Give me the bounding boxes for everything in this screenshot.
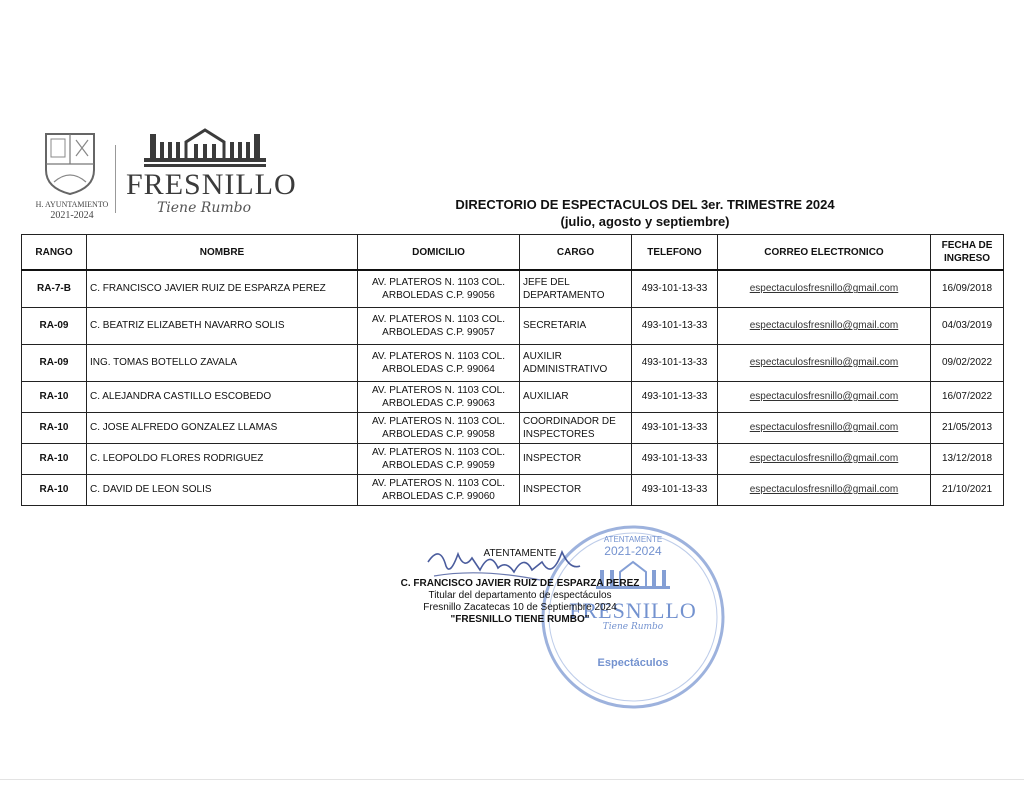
brand-slogan: Tiene Rumbo [156,200,252,216]
crest-years-label: 2021-2024 [50,210,94,221]
cell-rango: RA-10 [22,381,87,412]
cell-nombre: C. LEOPOLDO FLORES RODRIGUEZ [87,443,358,474]
cargo-line1: COORDINADOR DE [523,415,616,427]
cell-nombre: C. ALEJANDRA CASTILLO ESCOBEDO [87,381,358,412]
domicilio-line2: ARBOLEDAS C.P. 99064 [382,363,495,375]
cell-cargo [520,270,632,307]
table-header-row [22,235,1004,271]
cell-telefono: 493-101-13-33 [632,443,718,474]
cell-fecha: 16/09/2018 [931,270,1004,307]
document-title-main: DIRECTORIO DE ESPECTACULOS DEL 3er. TRIMESTRE 2024 [455,197,835,212]
cell-rango: RA-10 [22,443,87,474]
cell-domicilio [358,412,520,443]
page-bottom-rule [0,779,1024,780]
table-row [22,270,1004,307]
cell-rango: RA-09 [22,307,87,344]
cell-telefono: 493-101-13-33 [632,381,718,412]
cell-telefono: 493-101-13-33 [632,344,718,381]
signatory-name: C. FRANCISCO JAVIER RUIZ DE ESPARZA PEREZ [400,578,640,589]
domicilio-line1: AV. PLATEROS N. 1103 COL. [371,384,506,396]
cell-rango: RA-10 [22,474,87,505]
table-row [22,344,1004,381]
column-header-telefono: TELEFONO [632,235,718,271]
domicilio-line1: AV. PLATEROS N. 1103 COL. [371,415,506,427]
cargo-line2: ADMINISTRATIVO [523,363,608,375]
cargo-line2: INSPECTORES [523,428,595,440]
cell-cargo: INSPECTOR [520,474,632,505]
fecha-header-line1: FECHA DE [941,240,993,251]
cell-nombre: C. BEATRIZ ELIZABETH NAVARRO SOLIS [87,307,358,344]
domicilio-line2: ARBOLEDAS C.P. 99057 [382,326,495,338]
stamp-department: Espectáculos [597,657,669,669]
cell-correo[interactable]: espectaculosfresnillo@gmail.com [718,307,931,344]
table-row [22,474,1004,505]
signatory-role: Titular del departamento de espectáculos [428,590,612,601]
cell-cargo [520,412,632,443]
column-header-cargo: CARGO [520,235,632,271]
cell-cargo: AUXILIAR [520,381,632,412]
cell-nombre: C. DAVID DE LEON SOLIS [87,474,358,505]
stamp-years: 2021-2024 [604,544,662,558]
crest-ayuntamiento-label: H. AYUNTAMIENTO [35,200,109,209]
cell-domicilio [358,443,520,474]
table-row [22,443,1004,474]
cell-correo[interactable]: espectaculosfresnillo@gmail.com [718,270,931,307]
cell-nombre: C. FRANCISCO JAVIER RUIZ DE ESPARZA PEREZ [87,270,358,307]
cell-fecha: 13/12/2018 [931,443,1004,474]
cell-correo[interactable]: espectaculosfresnillo@gmail.com [718,474,931,505]
cargo-line1: AUXILIR [523,350,562,362]
document-title [380,196,910,230]
fresnillo-logo [126,128,297,223]
domicilio-line1: AV. PLATEROS N. 1103 COL. [371,446,506,458]
domicilio-line1: AV. PLATEROS N. 1103 COL. [371,350,506,362]
table-row [22,381,1004,412]
brand-name: FRESNILLO [126,168,297,201]
cell-fecha: 04/03/2019 [931,307,1004,344]
column-header-correo: CORREO ELECTRONICO [718,235,931,271]
cell-cargo [520,344,632,381]
cell-telefono: 493-101-13-33 [632,474,718,505]
domicilio-line2: ARBOLEDAS C.P. 99063 [382,397,495,409]
closing-label: ATENTAMENTE [483,548,557,559]
cell-telefono: 493-101-13-33 [632,412,718,443]
logo-divider [115,145,116,213]
cell-correo[interactable]: espectaculosfresnillo@gmail.com [718,412,931,443]
cell-fecha: 16/07/2022 [931,381,1004,412]
stamp-brand: FRESNILLO [569,598,697,623]
document-title-period: (julio, agosto y septiembre) [560,214,730,229]
fecha-header-line2: INGRESO [943,253,991,264]
cell-telefono: 493-101-13-33 [632,307,718,344]
motto: "FRESNILLO TIENE RUMBO" [450,614,590,625]
cell-fecha: 09/02/2022 [931,344,1004,381]
coat-of-arms-icon [42,130,98,196]
column-header-nombre: NOMBRE [87,235,358,271]
cell-rango: RA-09 [22,344,87,381]
signature-block [380,548,660,626]
cell-fecha: 21/10/2021 [931,474,1004,505]
stamp-atentamente: ATENTAMENTE [603,535,663,544]
cell-telefono: 493-101-13-33 [632,270,718,307]
domicilio-line1: AV. PLATEROS N. 1103 COL. [371,477,506,489]
cell-domicilio [358,344,520,381]
municipal-crest [35,130,109,225]
directory-table [21,234,1004,506]
place-date: Fresnillo Zacatecas 10 de Septiembre 2024 [423,602,617,613]
cell-rango: RA-10 [22,412,87,443]
building-icon [144,128,266,170]
cell-nombre: C. JOSE ALFREDO GONZALEZ LLAMAS [87,412,358,443]
domicilio-line2: ARBOLEDAS C.P. 99058 [382,428,495,440]
domicilio-line2: ARBOLEDAS C.P. 99056 [382,289,495,301]
cell-fecha: 21/05/2013 [931,412,1004,443]
column-header-fecha [931,235,1004,271]
domicilio-line2: ARBOLEDAS C.P. 99059 [382,459,495,471]
cell-nombre: ING. TOMAS BOTELLO ZAVALA [87,344,358,381]
cell-rango: RA-7-B [22,270,87,307]
stamp-slogan: Tiene Rumbo [602,622,664,632]
cargo-line2: DEPARTAMENTO [523,289,605,301]
cell-domicilio [358,307,520,344]
column-header-domicilio: DOMICILIO [358,235,520,271]
domicilio-line1: AV. PLATEROS N. 1103 COL. [371,313,506,325]
cell-cargo: SECRETARIA [520,307,632,344]
cell-correo[interactable]: espectaculosfresnillo@gmail.com [718,344,931,381]
cell-correo[interactable]: espectaculosfresnillo@gmail.com [718,443,931,474]
domicilio-line2: ARBOLEDAS C.P. 99060 [382,490,495,502]
column-header-rango: RANGO [22,235,87,271]
table-row [22,307,1004,344]
cell-correo[interactable]: espectaculosfresnillo@gmail.com [718,381,931,412]
cell-domicilio [358,270,520,307]
cell-domicilio [358,381,520,412]
cell-domicilio [358,474,520,505]
table-row [22,412,1004,443]
cargo-line1: JEFE DEL [523,276,570,288]
domicilio-line1: AV. PLATEROS N. 1103 COL. [371,276,506,288]
cell-cargo: INSPECTOR [520,443,632,474]
